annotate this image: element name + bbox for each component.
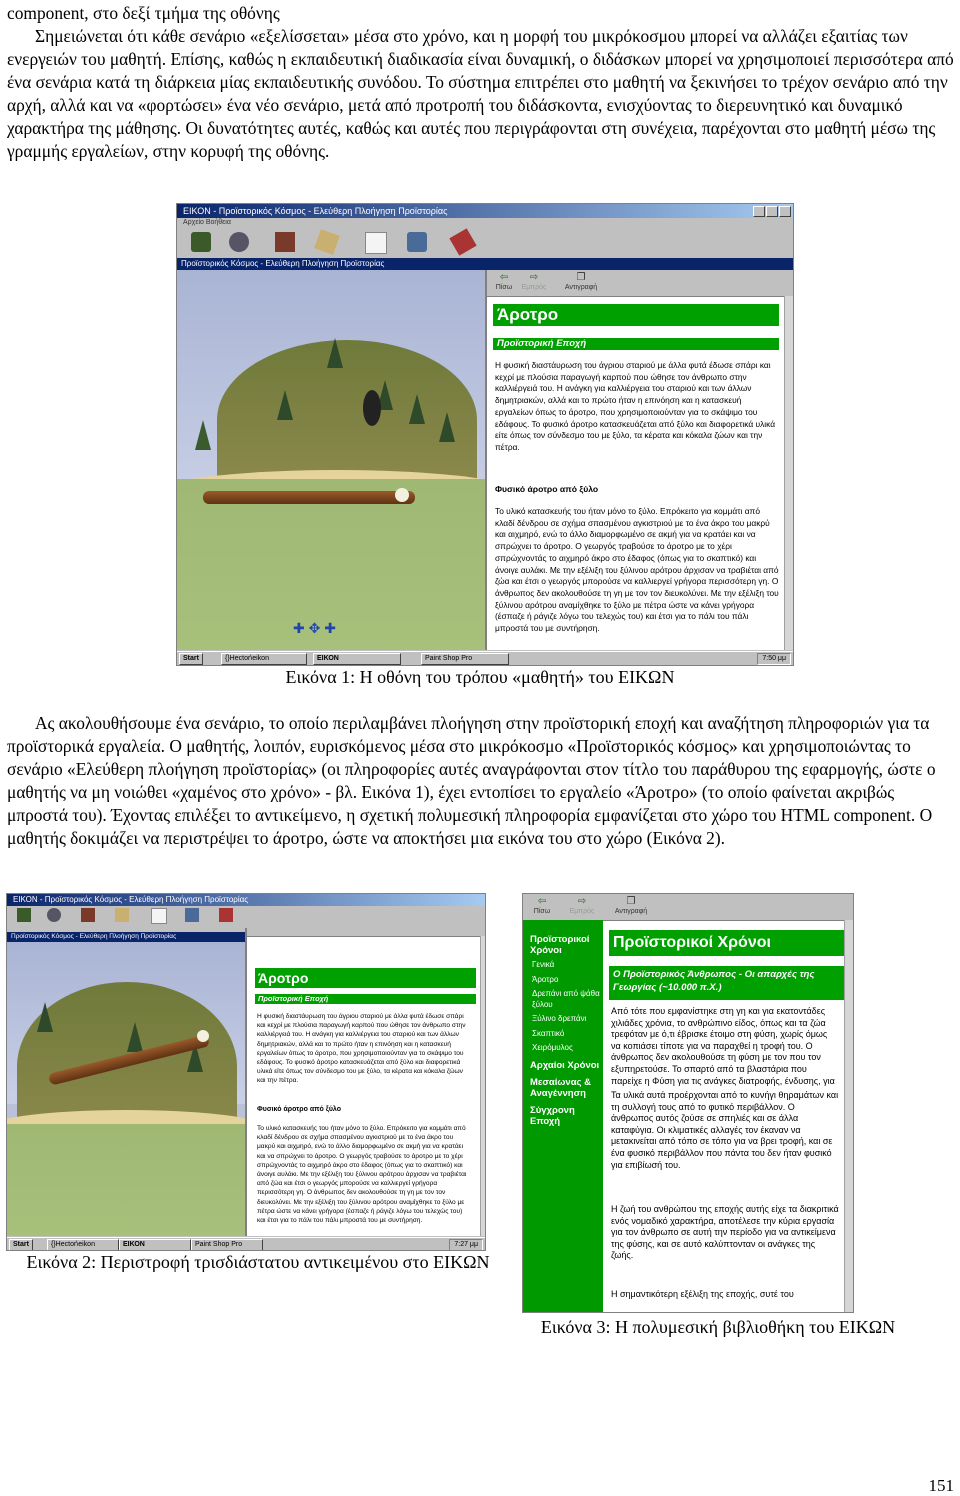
library-text-4: Η σημαντικότερη εξέλιξη της εποχής, συτέ του — [611, 1289, 794, 1299]
minimize-button[interactable] — [753, 206, 765, 217]
world-tool-icon[interactable] — [17, 908, 31, 922]
paragraph-2: Ας ακολουθήσουμε ένα σενάριο, το οποίο περιλαμβάνει πλοήγηση στην προϊστορική εποχή και αναζήτηση πληροφοριών για τα προϊστορικά εργαλεία. Ο μαθητής, λοιπόν, ευρισκόμενος μέσα στο μικρόκοσμο «Προϊστορικός κόσμος» και χρησιμοποιώντας το σενάριο «Ελεύθερη πλοήγηση προϊστορίας» (οι πληροφορίες αυτές αναγράφονται στον τίτλο του παράθυρου της εφαρμογής, ώστε ο μαθητής να μη νοιώθει «χαμένος στο χρόνο» - βλ. Εικόνα 1), έχει εντοπίσει το εργαλείο «Άροτρο» (το οποίο φαίνεται ακριβώς μπροστά του). Έχοντας επιλέξει το αντικείμενο, η σχετική πολυμεσική πληροφορία εμφανίζεται στο χώρο του HTML component. Ο μαθητής δοκιμάζει να περιστρέψει το άροτρο, ώστε να αποκτήσει μια εικόνα του στο χώρο (Εικόνα 2). — [7, 713, 936, 848]
forward-button[interactable]: ⇨ Εμπρός — [569, 896, 595, 915]
browser-scrollbar[interactable] — [480, 936, 486, 1236]
taskbar-item-paint-shop[interactable]: Paint Shop Pro — [421, 653, 509, 665]
taskbar-item-explorer[interactable]: {}Hector\eikon — [221, 653, 307, 665]
sidebar-item[interactable]: Άροτρο — [532, 974, 559, 984]
forward-arrow-icon: ⇨ — [529, 272, 539, 283]
forward-arrow-icon: ⇨ — [577, 896, 587, 907]
sidebar-section-ancient[interactable]: Αρχαίοι Χρόνοι — [530, 1059, 600, 1071]
tree-icon — [439, 412, 455, 442]
sidebar-item[interactable]: Ξύλινο δρεπάνι — [532, 1014, 587, 1023]
tool-bar — [7, 906, 485, 928]
plough-tip — [197, 1030, 209, 1042]
section-description: Το υλικό κατασκευής του ήταν μόνο το ξύλο. Επρόκειτο για κομμάτι από κλαδί δένδρου σε σχήμα σπασμένου αγκιστριού με το ένα άκρο του μακρύ και αιχμηρό, ενώ το άλλο διαμορφωμένο σε ακμή για να κρατάει και να σπρώχνει το άροτρο. Ο γεωργός τραβούσε το άροτρο με το χέρι σπρώχνοντάς το αιχμηρό άκρο στο έδαφος (όπως για το σκαπτικό) και άνοιγε αυλάκι. Με την εξέλιξη του ξύλινου αρότρου άρχισαν να τραβιέται από ζώα και έτσι ο γεωργός μπορούσε να καλλιεργεί γρήγορα περισσότερη γη. Ο άνθρωπος δεν ακολουθούσε τη γη με τον τον διευκολύνει. Με την εξέλιξη του ξύλινου αρότρου αναμίχθηκε το ξύλο με πέτρα ώστε να κάνει γρήγορα (έσπαζε ή ράγιζε λόγω του τελεχώς του) και έτσι για το πάλι του πάλι μπροστά του με συντήρηση. — [257, 1125, 467, 1225]
section-title: Φυσικό άροτρο από ξύλο — [257, 1106, 341, 1113]
screenshot-1 — [176, 203, 794, 666]
back-button[interactable]: ⇦ Πίσω — [529, 896, 555, 915]
copy-icon: ❐ — [626, 896, 636, 907]
screenshot-3 — [522, 893, 854, 1313]
back-arrow-icon: ⇦ — [499, 272, 509, 283]
caption-3: Εικόνα 3: Η πολυμεσική βιβλιοθήκη του ΕΙΚΩΝ — [540, 1317, 896, 1337]
back-arrow-icon: ⇦ — [537, 896, 547, 907]
paragraph-1: Σημειώνεται ότι κάθε σενάριο «εξελίσσεται» μέσα στο χρόνο, και η μορφή του μικρόκοσμου μπορεί να αλλάζει εξαιτίας των ενεργειών του μαθητή. Επίσης, καθώς η εκπαιδευτική διαδικασία είναι δυναμική, ο διδάσκων μπορεί να χρησιμοποιεί περισσότερα από ένα σενάρια κατά τη διάρκεια μίας εκπαιδευτικής συνόδου. Το σύστημα επιτρέπει στο μαθητή να ξεκινήσει το τρέχον σενάριο από την αρχή, αλλά και να «φορτώσει» ένα νέο σενάριο, μετά από προτροπή του διδάσκοντα, ενισχύοντας το διερευνητικό και δυναμικό χαρακτήρα της μάθησης. Οι δυνατότητες αυτές, καθώς και αυτές που περιγράφονται στη συνέχεια, παρέχονται στο μαθητή μέσω της γραμμής εργαλείων, στην κορυφή της οθόνης. — [7, 26, 954, 161]
html-component — [245, 928, 486, 1236]
sidebar-item[interactable]: Γενικά — [532, 960, 555, 969]
grass-ground — [7, 1124, 245, 1236]
object-description: Η φυσική διαστάυρωση του άγριου σταριού με άλλα φυτά έδωσε σπάρι και κεχρί με πλούσια παραγωγή καρπού που ώθησε τον άνθρωπο στην καλλιέργειά του. Η ανάγκη για καλλιέργεια του σταριού και των άλλων δημητριακών, αλλά και το πρώτο ήταν η επινόηση και η κατασκευή εργαλείων όπως το άροτρο, που χρησιμοποιούνταν για το σκάψιμο του εδάφους. Το φυσικό άροτρο κατασκευάζεται από ξύλο και διαφορετικά υλικά είτε όπως τον σύνδεσμο του με ξύλο, τα κέρατα και κόκαλα ζώων και την πέτρα. — [495, 360, 776, 452]
start-button[interactable]: Start — [179, 653, 203, 665]
tool-bar — [177, 228, 793, 258]
taskbar-item-eikon[interactable]: ΕΙΚΟΝ — [119, 1239, 191, 1251]
browser-toolbar — [523, 894, 853, 921]
sidebar-section-modern[interactable]: Σύγχρονη Εποχή — [530, 1104, 575, 1127]
section-description: Το υλικό κατασκευής του ήταν μόνο το ξύλο. Επρόκειτο για κομμάτι από κλαδί δένδρου σε σχήμα σπασμένου αγκιστριού με το ένα άκρο του μακρύ και αιχμηρό, ενώ το άλλο διαμορφωμένο σε ακμή για να κρατάει και να σπρώχνει το άροτρο. Ο γεωργός τραβούσε το άροτρο με το χέρι σπρώχνοντάς το αιχμηρό άκρο στο έδαφος (όπως για το σκαπτικό) και άνοιγε αυλάκι. Με την εξέλιξη του ξύλινου αρότρου άρχισαν να τραβιέται από ζώα και έτσι ο γεωργός μπορούσε να καλλιεργεί γρήγορα περισσότερη γη. Ο άνθρωπος δεν ακολουθούσε τη γη με τον τον διευκολύνει. Με την εξέλιξη του ξύλινου αρότρου αναμίχθηκε το ξύλο με πέτρα ώστε να κάνει γρήγορα (έσπαζε ή ράγιζε λόγω του τελεχώς του) και έτσι για το πάλι του πάλι μπροστά του με συντήρηση. — [495, 506, 779, 634]
notes-tool-icon[interactable] — [115, 908, 129, 922]
taskbar-item-paint-shop[interactable]: Paint Shop Pro — [191, 1239, 263, 1251]
library-subtitle: Ο Προϊστορικός Άνθρωπος - Οι απαρχές της Γεωργίας (~10.000 π.Χ.) — [609, 966, 845, 1000]
library-text-1: Από τότε που εμφανίστηκε στη γη και για εκατοντάδες χιλιάδες χρόνια, το ανθρώπινο είδος, όπως και τα ζώα τρεφόταν με ό,τι έβρισκε έτοιμο στη φύση, χωρίς όμως να κοπιάσει τίποτε για να παραχθεί η τροφή του. Ο άνθρωπος δεν ακολουθούσε τη φύση με τον που τον εξυπηρετούσε. Το σπαρτό από τα βλαστάρια που παρείχε η Φύση για τις ανάγκες διατροφής, ένδυσης, για — [611, 1006, 835, 1086]
copy-button[interactable]: ❐ Αντιγραφή — [609, 896, 653, 915]
object-title: Άροτρο — [255, 968, 476, 988]
forward-button[interactable]: ⇨ Εμπρός — [521, 272, 547, 291]
pen-tool-icon[interactable] — [219, 908, 233, 922]
caption-2: Εικόνα 2: Περιστροφή τρισδιάστατου αντικειμένου στο ΕΙΚΩΝ — [26, 1252, 490, 1272]
scenario-tool-icon[interactable] — [47, 908, 61, 922]
sidebar-section-medieval[interactable]: Μεσαίωνας & Αναγέννηση — [530, 1076, 591, 1099]
scenario-subtitle: Προϊστορικός Κόσμος - Ελεύθερη Πλοήγηση Προϊστορίας — [7, 932, 247, 942]
copy-icon: ❐ — [576, 272, 586, 283]
books-tool-icon[interactable] — [275, 232, 295, 252]
scenario-subtitle: Προϊστορικός Κόσμος - Ελεύθερη Πλοήγηση Προϊστορίας — [177, 258, 485, 270]
plough-tip — [395, 488, 409, 502]
help-tool-icon[interactable] — [407, 232, 427, 252]
taskbar — [7, 1237, 485, 1250]
maximize-button[interactable] — [766, 206, 778, 217]
object-subtitle: Προϊστορική Εποχή — [255, 994, 476, 1004]
taskbar-item-explorer[interactable]: {}Hector\eikon — [47, 1239, 119, 1251]
window-title-bar: ΕΙΚΟΝ - Προϊστορικός Κόσμος - Ελεύθερη Πλοήγηση Προϊστορίας — [7, 894, 485, 906]
scenario-tool-icon[interactable] — [229, 232, 249, 252]
sidebar-section-prehistoric[interactable]: Προϊστορικοί Χρόνοι — [530, 934, 590, 956]
tree-icon — [195, 420, 211, 450]
menu-bar[interactable]: Αρχείο Βοήθεια — [183, 219, 231, 226]
object-subtitle: Προϊστορική Εποχή — [493, 338, 779, 350]
help-tool-icon[interactable] — [185, 908, 199, 922]
library-sidebar — [523, 920, 603, 1312]
taskbar-clock: 7:50 μμ — [757, 653, 791, 665]
page-number: 151 — [928, 1476, 954, 1495]
library-text-3: Η ζωή του ανθρώπου της εποχής αυτής είχε τα διακριτικά ενός νομαδικό χαρακτήρα, αποτέλεσε την κύρια εργασία για τον άνθρωπο σε αυτή την περίοδο για να αντικείμενα της φύσης, και σε αυτό καλύπτονταν οι ανάγκες της ζωής. — [611, 1204, 839, 1261]
browser-toolbar — [487, 270, 793, 297]
tree-icon — [409, 394, 425, 424]
browser-toolbar — [247, 928, 486, 937]
taskbar-item-eikon[interactable]: ΕΙΚΟΝ — [313, 653, 401, 665]
tree-icon — [327, 338, 343, 368]
sidebar-item[interactable]: Δρεπάνι από ψάθα ξύλου — [532, 989, 600, 1009]
document-tool-icon[interactable] — [151, 908, 167, 924]
taskbar — [177, 651, 793, 664]
3d-scene[interactable] — [177, 270, 485, 650]
back-button[interactable]: ⇦ Πίσω — [491, 272, 517, 291]
object-title: Άροτρο — [493, 304, 779, 326]
html-component — [485, 270, 793, 650]
paragraph-top: component, στο δεξί τμήμα της οθόνης — [7, 3, 280, 23]
copy-button[interactable]: ❐ Αντιγραφή — [561, 272, 601, 291]
books-tool-icon[interactable] — [81, 908, 95, 922]
world-tool-icon[interactable] — [191, 232, 211, 252]
object-description: Η φυσική διαστάυρωση του άγριου σταριού με άλλα φυτά έδωσε σπάρι και κεχρί με πλούσια παραγωγή καρπού που ώθησε τον άνθρωπο στην καλλιέργειά του. Η ανάγκη για καλλιέργεια του σταριού και των άλλων δημητριακών, αλλά και το πρώτο ήταν η επινόηση και η κατασκευή εργαλείων όπως το άροτρο, που χρησιμοποιούνταν για το σκάψιμο του εδάφους. Το φυσικό άροτρο κατασκευάζεται από ξύλο και διαφορετικά υλικά είτε όπως τον σύνδεσμο του με ξύλο, τα κέρατα και κόκαλα ζώων και την πέτρα. — [257, 1013, 466, 1084]
plough-object[interactable] — [203, 491, 415, 504]
tree-icon — [277, 390, 293, 420]
section-title: Φυσικό άροτρο από ξύλο — [495, 484, 599, 494]
notes-tool-icon[interactable] — [314, 229, 340, 255]
3d-scene[interactable] — [7, 942, 245, 1236]
taskbar-clock: 7:27 μμ — [449, 1239, 483, 1251]
start-button[interactable]: Start — [9, 1239, 33, 1251]
tree-icon — [127, 1022, 143, 1052]
sidebar-item[interactable]: Σκαπτικό — [532, 1028, 565, 1038]
close-button[interactable] — [779, 206, 791, 217]
sidebar-item[interactable]: Χειρόμυλος — [532, 1043, 573, 1052]
browser-scrollbar[interactable] — [784, 296, 793, 650]
pen-tool-icon[interactable] — [449, 228, 476, 255]
window-title-bar: ΕΙΚΟΝ - Προϊστορικός Κόσμος - Ελεύθερη Πλοήγηση Προϊστορίας — [177, 204, 793, 218]
library-text-2: Τα υλικά αυτά προέρχονται από το κυνήγι θηραμάτων και τη συλλογή τους από το φυτικό περιβάλλον. Ο άνθρωπος αυτός ζούσε σε σπηλιές και σε άλλα καταφύγια. Οι κλιματικές αλλαγές τον έκαναν να μετακινείται από τόπο σε τόπο για να βρει τροφή, και σε ένα φυσικό περιβάλλον που πάντα του δεν ήταν φυσικό για επιβίωσή του. — [611, 1090, 839, 1170]
cave-entrance — [363, 390, 381, 426]
screenshot-2 — [6, 893, 486, 1251]
caption-1: Εικόνα 1: Η οθόνη του τρόπου «μαθητή» του ΕΙΚΩΝ — [285, 667, 675, 687]
library-title: Προϊστορικοί Χρόνοι — [609, 930, 845, 956]
tree-icon — [37, 1002, 53, 1032]
navigation-arrows-icon[interactable]: ✚ ✥ ✚ — [293, 620, 336, 636]
library-scrollbar[interactable] — [844, 920, 853, 1312]
browser-title-strip — [485, 258, 794, 270]
document-tool-icon[interactable] — [365, 232, 387, 254]
